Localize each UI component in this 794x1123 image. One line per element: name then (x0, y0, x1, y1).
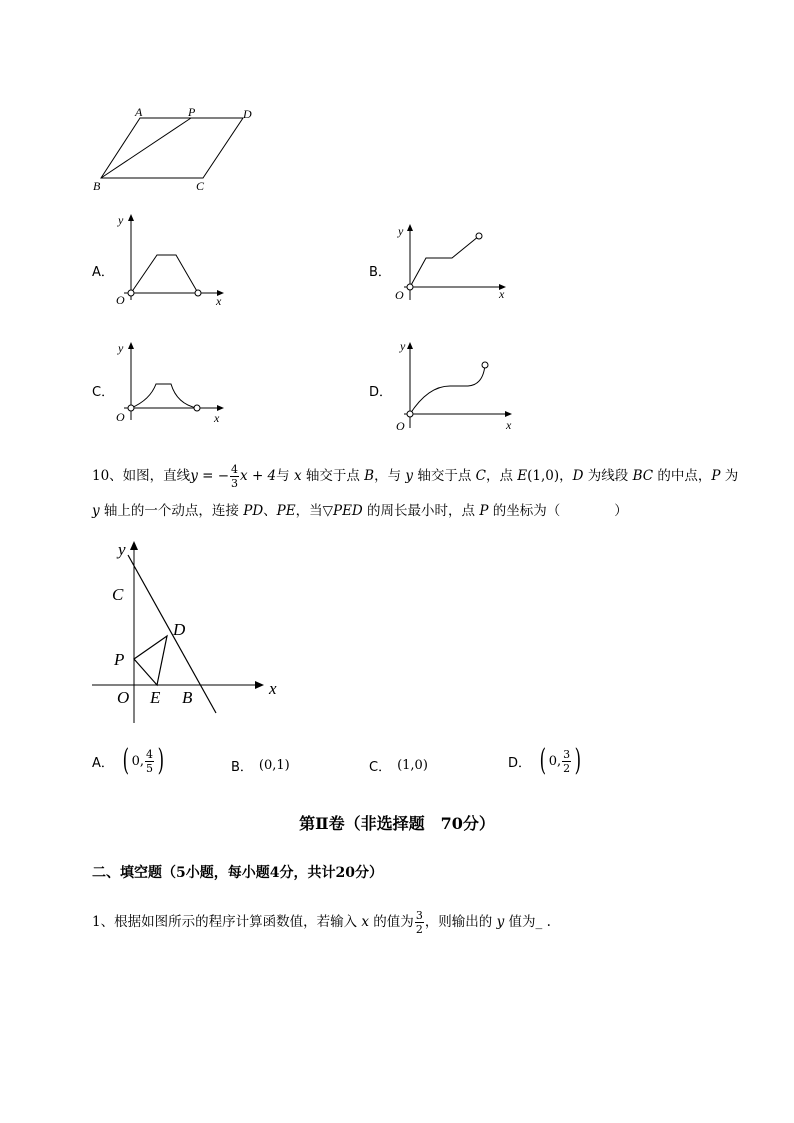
axis-y-label: y (398, 224, 404, 238)
section-heading: 二、填空题（5小题，每小题4分，共计20分） (92, 865, 383, 881)
axis-x-label: x (214, 411, 220, 425)
option-b-graph (390, 220, 515, 305)
q10-fraction: $\frac{4}{3}$ (231, 463, 239, 490)
origin-label: O (395, 288, 404, 302)
option-b-label[interactable]: B． (369, 265, 391, 280)
origin-label: O (116, 410, 125, 424)
label-a: A (135, 105, 143, 119)
fig-label-c: C (112, 585, 124, 604)
answer-option-b[interactable]: B． (0,1) (231, 758, 290, 775)
option-d-graph (390, 336, 520, 436)
q10-number: 10、如图，直线 (92, 468, 191, 484)
axis-x-label: x (216, 294, 222, 308)
option-a-graph (110, 210, 235, 308)
label-p: P (188, 105, 196, 119)
q10-line2: y 轴上的一个动点，连接 PD、PE，当▽PED 的周长最小时，点 P 的坐标为（ ） (92, 503, 628, 519)
axis-y-label: y (400, 339, 406, 353)
fill-question-1: 1、根据如图所示的程序计算函数值，若输入 x 的值为 $\frac{3}{2}$ ，则输出的 y 值为_ . (92, 909, 551, 936)
axis-x-label: x (506, 418, 512, 432)
axis-y-label: y (118, 341, 124, 355)
q10-figure (88, 535, 298, 735)
fig-label-y: y (118, 540, 126, 559)
q10-line1: 10、如图，直线y = − $\frac{4}{3}$ x + 4与 x 轴交于点 B，与 y 轴交于点 C，点 E(1,0)，D 为线段 BC 的中点，P 为 (92, 463, 739, 490)
label-c: C (196, 179, 205, 193)
option-a-label[interactable]: A． (92, 265, 114, 280)
origin-label: O (396, 419, 405, 433)
fig-label-x: x (269, 679, 277, 698)
option-c-graph (110, 338, 235, 428)
origin-label: O (116, 293, 125, 307)
fig-label-p: P (114, 650, 125, 669)
parallelogram-figure (88, 100, 268, 195)
fig-label-o: O (117, 688, 130, 707)
label-b: B (93, 179, 101, 193)
fig-label-b: B (182, 688, 193, 707)
axis-x-label: x (499, 287, 505, 301)
part2-title: 第Ⅱ卷（非选择题 70分） (299, 814, 495, 833)
answer-option-a[interactable]: A． ( 0, $\frac{4}{5}$ ) (92, 743, 165, 778)
fig-label-d: D (173, 620, 186, 639)
answer-option-d[interactable]: D． ( 0, $\frac{3}{2}$ ) (508, 743, 582, 778)
axis-y-label: y (118, 213, 124, 227)
answer-option-c[interactable]: C． (1,0) (369, 758, 428, 775)
option-d-label[interactable]: D． (369, 385, 393, 400)
label-d: D (243, 107, 252, 121)
option-c-label[interactable]: C． (92, 385, 115, 400)
fig-label-e: E (150, 688, 161, 707)
